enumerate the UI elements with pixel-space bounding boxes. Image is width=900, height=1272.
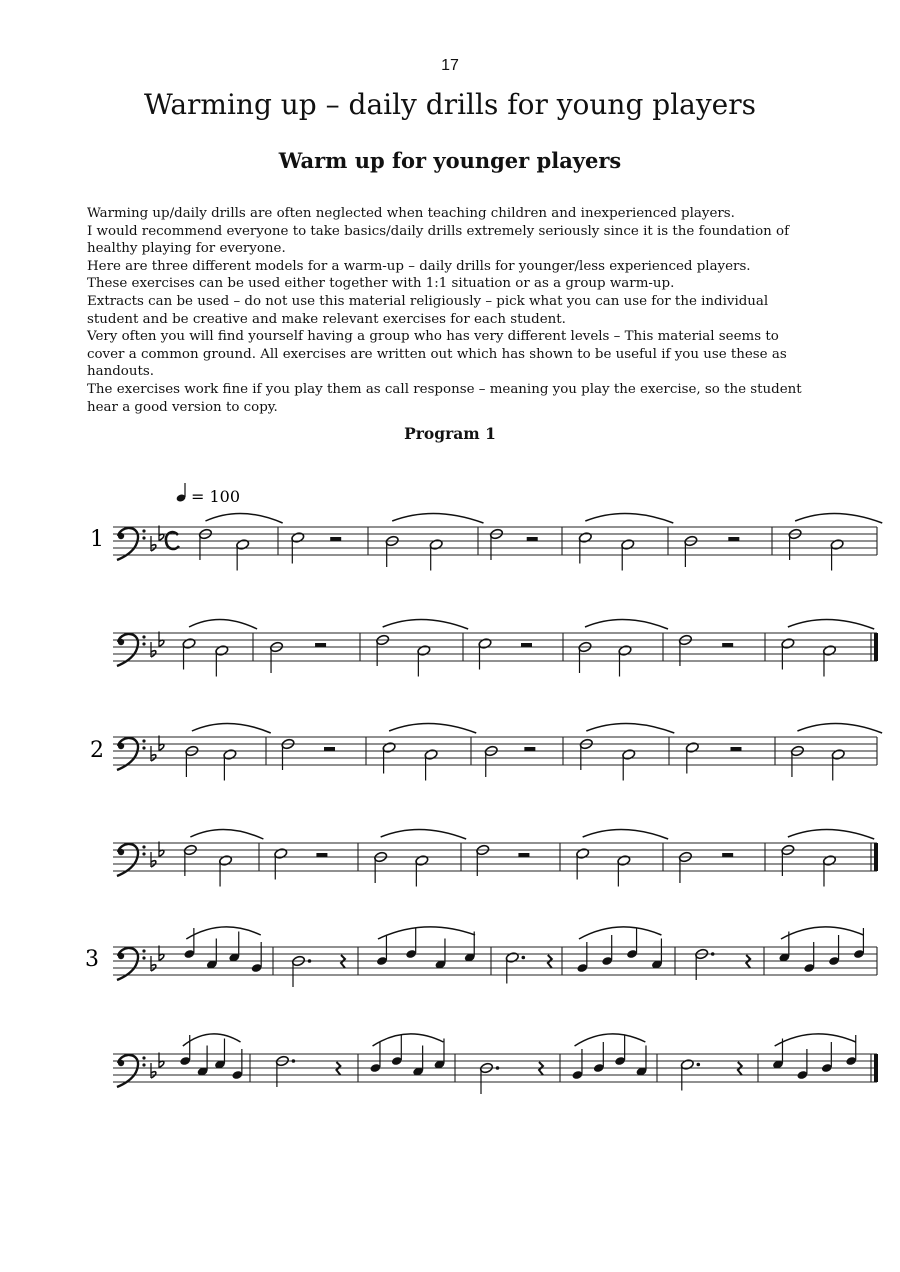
half-rest-icon	[521, 643, 532, 647]
staff	[113, 927, 877, 987]
slur	[383, 619, 468, 629]
section-title: Warm up for younger players	[278, 148, 622, 173]
dot	[697, 1063, 701, 1067]
dot	[496, 1066, 500, 1070]
bass-clef-dot	[118, 533, 124, 539]
bass-clef-dot	[118, 743, 124, 749]
half-rest-icon	[324, 747, 335, 751]
slur	[575, 1034, 646, 1046]
paragraph: These exercises can be used either together with 1:1 situation or as a group warm-up.	[87, 276, 675, 292]
slur	[389, 723, 476, 733]
slur	[192, 723, 271, 733]
flat-icon	[159, 954, 164, 960]
bass-clef-dot	[118, 953, 124, 959]
staff	[113, 829, 878, 886]
slur	[586, 723, 674, 733]
slur	[392, 513, 483, 523]
flat-icon	[159, 1061, 164, 1067]
exercise-number: 2	[90, 738, 104, 763]
slur	[579, 927, 661, 939]
staff	[113, 723, 882, 780]
slur	[788, 619, 874, 629]
bass-clef-dot	[142, 1063, 145, 1066]
staff	[113, 1034, 878, 1094]
bass-clef-dot	[142, 746, 145, 749]
page-number: 17	[441, 57, 459, 74]
paragraph: Very often you will find yourself having a group who has very different levels – This material seems to cover a common ground. All exercises are written out which has shown to be useful if you use these as handouts.	[87, 329, 787, 380]
bass-clef-dot	[142, 956, 145, 959]
dot	[711, 952, 715, 956]
paragraph: Here are three different models for a warm-up – daily drills for younger/less experienced players.	[87, 258, 751, 274]
half-rest-icon	[518, 853, 529, 857]
exercise-number: 3	[85, 947, 99, 972]
slur	[775, 1034, 856, 1046]
bass-clef-dot	[142, 536, 145, 539]
slur	[373, 1034, 444, 1046]
dot	[292, 1059, 296, 1063]
staff	[113, 619, 878, 676]
final-barline	[874, 843, 878, 871]
half-rest-icon	[316, 853, 327, 857]
slur	[189, 619, 257, 629]
half-rest-icon	[330, 537, 341, 541]
half-rest-icon	[527, 537, 538, 541]
slur	[781, 927, 863, 939]
dot	[522, 956, 526, 960]
half-rest-icon	[722, 643, 733, 647]
paragraph: Extracts can be used – do not use this material religiously – pick what you can use for the individual student and be creative and make relevant exercises for each student.	[87, 293, 769, 327]
bass-clef-dot	[142, 739, 145, 742]
tempo-marking	[176, 483, 240, 506]
half-rest-icon	[730, 747, 741, 751]
slur	[795, 513, 882, 523]
bass-clef-dot	[118, 1060, 124, 1066]
paragraph: The exercises work fine if you play them as call response – meaning you play the exercise, so the student hear a good version to copy.	[87, 381, 802, 415]
slur	[583, 829, 668, 839]
bass-clef-dot	[142, 845, 145, 848]
half-rest-icon	[722, 853, 733, 857]
exercise-number: 1	[90, 527, 104, 552]
slur	[190, 829, 263, 839]
bass-clef-dot	[142, 642, 145, 645]
bass-clef-dot	[118, 639, 124, 645]
slur	[186, 927, 260, 939]
slur	[183, 1034, 241, 1046]
half-rest-icon	[315, 643, 326, 647]
slur	[585, 513, 673, 523]
final-barline	[874, 1054, 878, 1082]
bass-clef-dot	[142, 852, 145, 855]
final-barline	[874, 633, 878, 661]
half-rest-icon	[524, 747, 535, 751]
slur	[585, 619, 668, 629]
flat-icon	[159, 534, 164, 540]
staff	[113, 513, 882, 570]
slur	[381, 829, 466, 839]
bass-clef-dot	[142, 1056, 145, 1059]
page-title: Warming up – daily drills for young players	[143, 88, 757, 121]
paragraph: I would recommend everyone to take basics/daily drills extremely seriously since it is the foundation of healthy playing for everyone.	[87, 223, 790, 257]
flat-icon	[159, 744, 164, 750]
bass-clef-dot	[142, 635, 145, 638]
half-rest-icon	[728, 537, 739, 541]
slur	[788, 829, 874, 839]
slur	[378, 927, 475, 939]
slur	[797, 723, 882, 733]
flat-icon	[159, 850, 164, 856]
slur	[205, 513, 282, 523]
bass-clef-dot	[118, 849, 124, 855]
program-title: Program 1	[404, 424, 496, 443]
paragraph: Warming up/daily drills are often neglected when teaching children and inexperienced players.	[87, 206, 735, 221]
flat-icon	[159, 640, 164, 646]
tempo-text: = 100	[191, 487, 241, 506]
bass-clef-dot	[142, 949, 145, 952]
dot	[308, 959, 312, 963]
bass-clef-dot	[142, 529, 145, 532]
